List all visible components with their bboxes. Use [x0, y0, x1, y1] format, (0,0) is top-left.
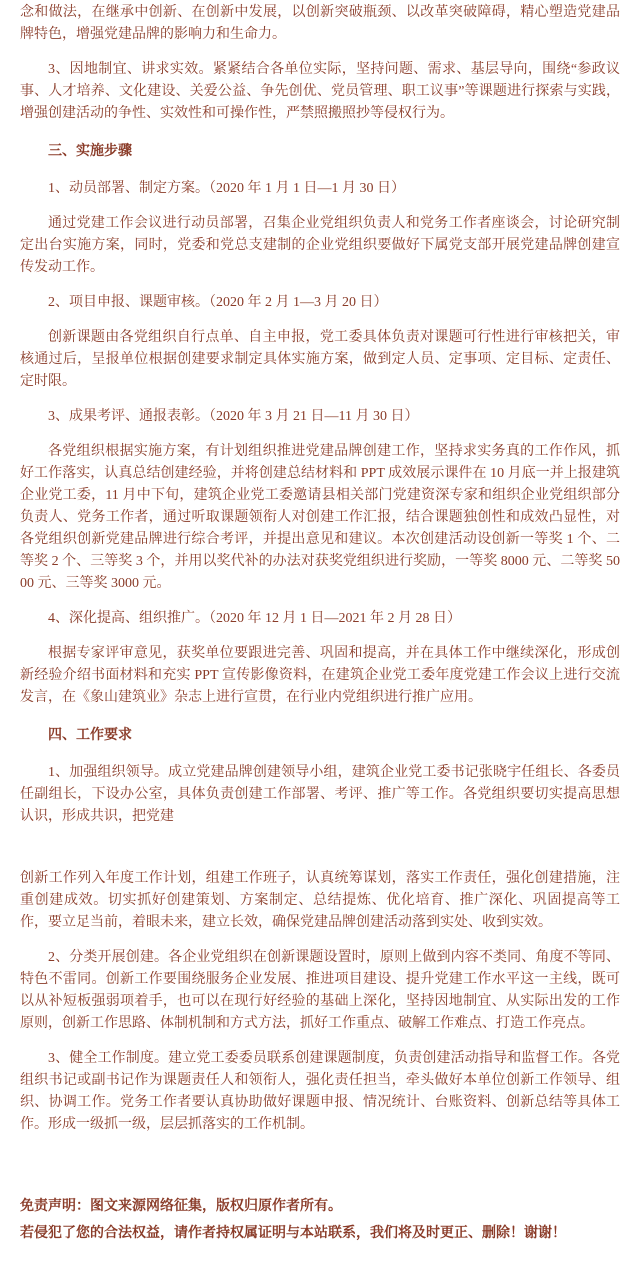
requirement-1-body: 1、加强组织领导。成立党建品牌创建领导小组，建筑企业党工委书记张晓宇任组长、各委员任副组长，下设办公室，具体负责创建工作部署、考评、推广等工作。各党组织要切实提高思想认识，形成共识，把党建	[20, 765, 620, 824]
requirement-2-body: 2、分类开展创建。各企业党组织在创新课题设置时，原则上做到内容不类同、角度不等同、特色不雷同。创新工作要围绕服务企业发展、推进项目建设、提升党建工作水平这一主线，既可以从补短板强弱项着手，也可以在现行好经验的基础上深化，坚持因地制宜、从实际出发的工作原则，创新工作思路、体制机制和方式方法，抓好工作重点、破解工作难点、打造工作亮点。	[20, 950, 620, 1031]
paragraph-principle-3: 3、因地制宜、讲求实效。紧紧结合各单位实际，坚持问题、需求、基层导向，围绕“参政议事、人才培养、文化建设、关爱公益、争先创优、党员管理、职工议事”等课题进行探索与实践，增强创建活动的争性、实效性和可操作性，严禁照搬照抄等侵权行为。	[20, 62, 620, 121]
step-2-title: 2、项目申报、课题审核。（2020 年 2 月 1—3 月 20 日）	[48, 295, 388, 310]
section-heading-implementation-steps: 三、实施步骤	[48, 144, 132, 159]
section-heading-work-requirements: 四、工作要求	[48, 728, 132, 743]
step-4-title: 4、深化提高、组织推广。（2020 年 12 月 1 日—2021 年 2 月 28 日）	[48, 611, 461, 626]
disclaimer-line-2: 若侵犯了您的合法权益，请作者持权属证明与本站联系，我们将及时更正、删除！谢谢！	[20, 1226, 566, 1241]
step-3-body: 各党组织根据实施方案，有计划组织推进党建品牌创建工作，坚持求实务真的工作作风，抓好工作落实，认真总结创建经验，并将创建总结材料和 PPT 成效展示课件在 10 月底一并上报建筑企业党工委，11 月中下旬，建筑企业党工委邀请县相关部门党建资深专家和组织企业党组织部分负责人、党务工作者，通过听取课题领衔人对创建工作汇报，结合课题独创性和成效凸显性，对各党组织创新党建品牌进行综合考评，并提出意见和建议。本次创建活动设创新一等奖 1 个、二等奖 2 个、三等奖 3 个，并用以奖代补的办法对获奖党组织进行奖励，一等奖 8000 元、二等奖 5000 元、三等奖 3000 元。	[20, 444, 620, 591]
paragraph-continuation-top: 念和做法，在继承中创新、在创新中发展，以创新突破瓶颈、以改革突破障碍，精心塑造党建品牌特色，增强党建品牌的影响力和生命力。	[20, 5, 620, 42]
step-2-body: 创新课题由各党组织自行点单、自主申报，党工委具体负责对课题可行性进行审核把关，审核通过后，呈报单位根据创建要求制定具体实施方案，做到定人员、定事项、定目标、定责任、定时限。	[20, 330, 620, 389]
step-1-body: 通过党建工作会议进行动员部署，召集企业党组织负责人和党务工作者座谈会，讨论研究制定出台实施方案，同时，党委和党总支建制的企业党组织要做好下属党支部开展党建品牌创建宣传发动工作。	[20, 216, 620, 275]
requirement-3-body: 3、健全工作制度。建立党工委委员联系创建课题制度，负责创建活动指导和监督工作。各党组织书记或副书记作为课题责任人和领衔人，强化责任担当，牵头做好本单位创新工作领导、组织、协调工作。党务工作者要认真协助做好课题申报、情况统计、台账资料、创新总结等具体工作。形成一级抓一级，层层抓落实的工作机制。	[20, 1051, 620, 1132]
disclaimer-line-1: 免责声明：图文来源网络征集，版权归原作者所有。	[20, 1199, 342, 1214]
disclaimer-section	[20, 1196, 620, 1245]
step-4-body: 根据专家评审意见，获奖单位要跟进完善、巩固和提高，并在具体工作中继续深化，形成创新经验介绍书面材料和充实 PPT 宣传影像资料，在建筑企业党工委年度党建工作会议上进行交流发言，在《象山建筑业》杂志上进行宣贯，在行业内党组织进行推广应用。	[20, 646, 620, 705]
requirement-1-continuation: 创新工作列入年度工作计划，组建工作班子，认真统筹谋划，落实工作责任，强化创建措施，注重创建成效。切实抓好创建策划、方案制定、总结提炼、优化培育、推广深化、巩固提高等工作，要立足当前，着眼未来，建立长效，确保党建品牌创建活动落到实处、收到实效。	[20, 871, 620, 930]
step-1-title: 1、动员部署、制定方案。（2020 年 1 月 1 日—1 月 30 日）	[48, 181, 405, 196]
step-3-title: 3、成果考评、通报表彰。（2020 年 3 月 21 日—11 月 30 日）	[48, 409, 419, 424]
